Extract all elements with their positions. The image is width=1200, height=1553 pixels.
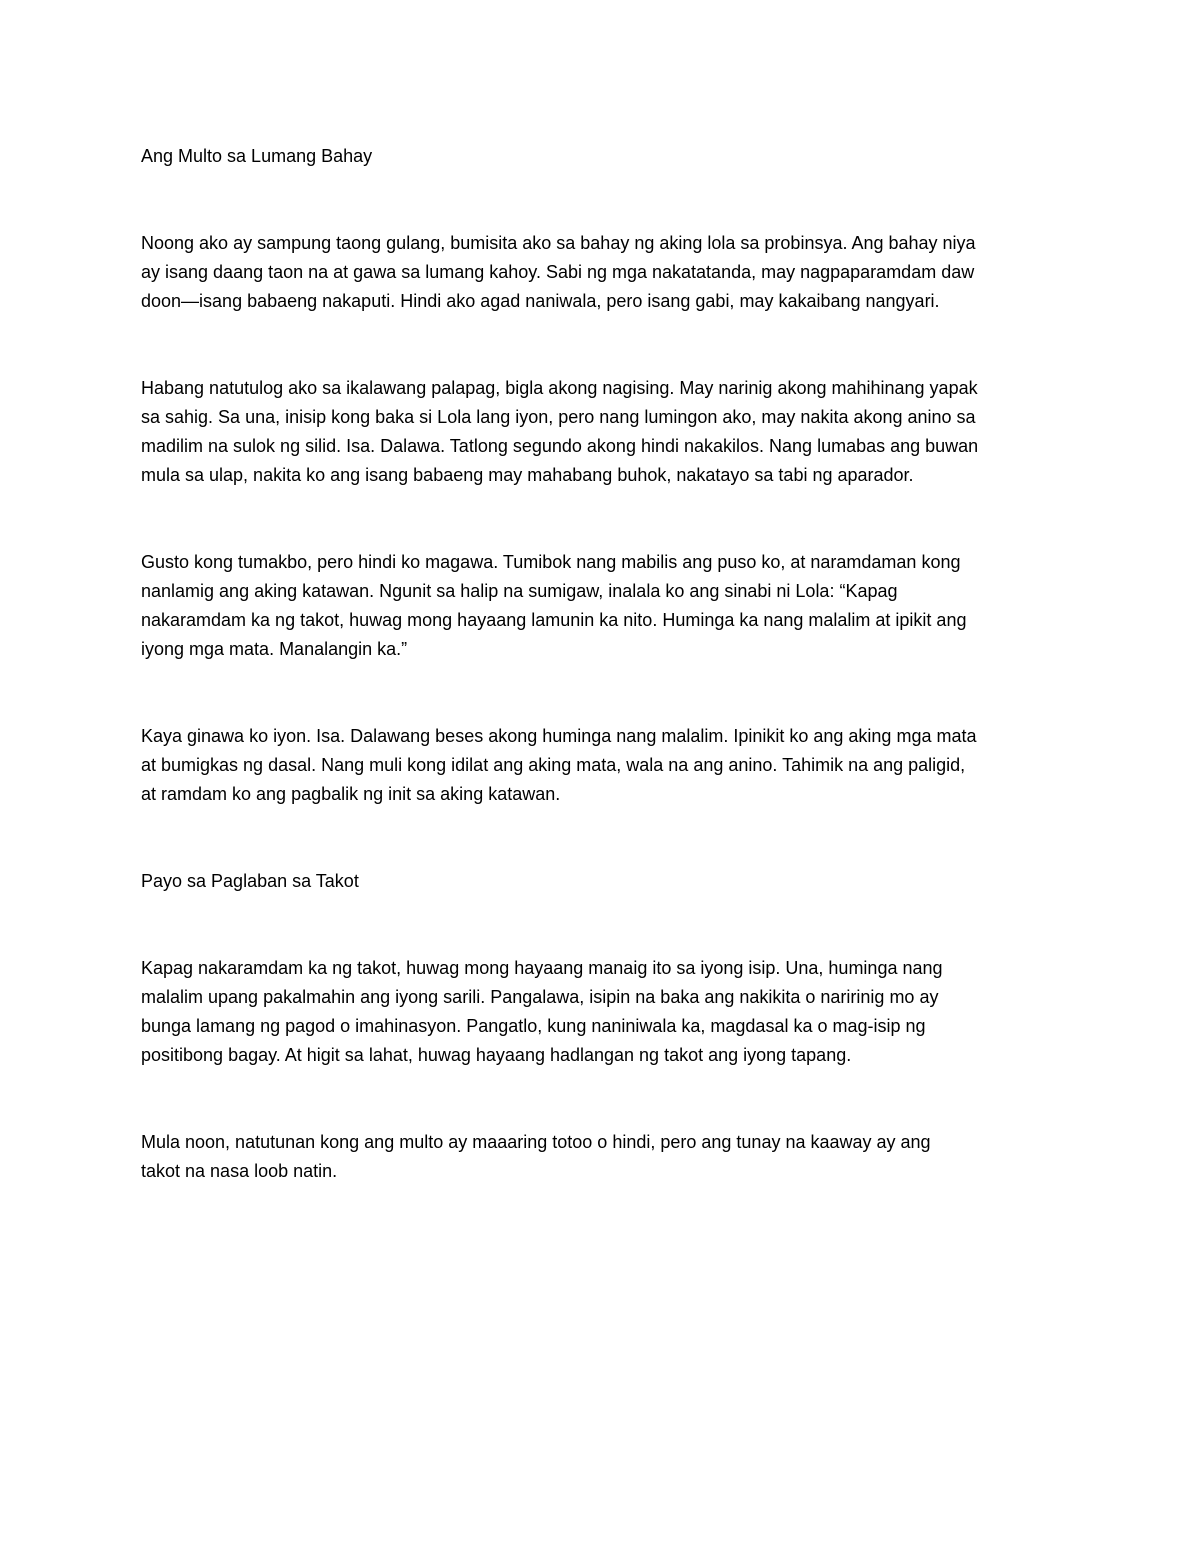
paragraph-line: nanlamig ang aking katawan. Ngunit sa halip na sumigaw, inalala ko ang sinabi ni Lola: “Kapag — [141, 581, 898, 601]
advice-paragraph-2 — [141, 1128, 1061, 1186]
paragraph-line: positibong bagay. At higit sa lahat, huwag hayaang hadlangan ng takot ang iyong tapang. — [141, 1045, 852, 1065]
paragraph-line: mula sa ulap, nakita ko ang isang babaeng may mahabang buhok, nakatayo sa tabi ng aparador. — [141, 465, 914, 485]
paragraph-3 — [141, 548, 1061, 664]
document-title: Ang Multo sa Lumang Bahay — [141, 146, 373, 166]
paragraph-4 — [141, 722, 1061, 809]
paragraph-1 — [141, 229, 1061, 316]
paragraph-line: Mula noon, natutunan kong ang multo ay maaaring totoo o hindi, pero ang tunay na kaaway ay ang — [141, 1132, 931, 1152]
paragraph-line: at ramdam ko ang pagbalik ng init sa aking katawan. — [141, 784, 561, 804]
paragraph-line: sa sahig. Sa una, inisip kong baka si Lola lang iyon, pero nang lumingon ako, may nakita akong anino sa — [141, 407, 976, 427]
paragraph-2 — [141, 374, 1061, 490]
paragraph-line: Noong ako ay sampung taong gulang, bumisita ako sa bahay ng aking lola sa probinsya. Ang bahay niya — [141, 233, 976, 253]
paragraph-line: Kaya ginawa ko iyon. Isa. Dalawang beses akong huminga nang malalim. Ipinikit ko ang aking mga mata — [141, 726, 977, 746]
paragraph-line: takot na nasa loob natin. — [141, 1161, 338, 1181]
paragraph-line: malalim upang pakalmahin ang iyong sarili. Pangalawa, isipin na baka ang nakikita o naririnig mo ay — [141, 987, 939, 1007]
advice-paragraph-1 — [141, 954, 1061, 1070]
paragraph-line: at bumigkas ng dasal. Nang muli kong idilat ang aking mata, wala na ang anino. Tahimik na ang paligid, — [141, 755, 966, 775]
section-subheading: Payo sa Paglaban sa Takot — [141, 871, 359, 891]
paragraph-line: iyong mga mata. Manalangin ka.” — [141, 639, 408, 659]
paragraph-line: Habang natutulog ako sa ikalawang palapag, bigla akong nagising. May narinig akong mahihinang yapak — [141, 378, 978, 398]
paragraph-line: ay isang daang taon na at gawa sa lumang kahoy. Sabi ng mga nakatatanda, may nagpaparamdam daw — [141, 262, 975, 282]
paragraph-line: madilim na sulok ng silid. Isa. Dalawa. Tatlong segundo akong hindi nakakilos. Nang lumabas ang buwan — [141, 436, 979, 456]
paragraph-line: bunga lamang ng pagod o imahinasyon. Pangatlo, kung naniniwala ka, magdasal ka o mag-isip ng — [141, 1016, 926, 1036]
paragraph-line: Kapag nakaramdam ka ng takot, huwag mong hayaang manaig ito sa iyong isip. Una, huminga nang — [141, 958, 943, 978]
paragraph-line: nakaramdam ka ng takot, huwag mong hayaang lamunin ka nito. Huminga ka nang malalim at ipikit ang — [141, 610, 967, 630]
paragraph-line: Gusto kong tumakbo, pero hindi ko magawa. Tumibok nang mabilis ang puso ko, at naramdaman kong — [141, 552, 961, 572]
paragraph-line: doon—isang babaeng nakaputi. Hindi ako agad naniwala, pero isang gabi, may kakaibang nangyari. — [141, 291, 940, 311]
document-body — [141, 142, 1061, 1244]
